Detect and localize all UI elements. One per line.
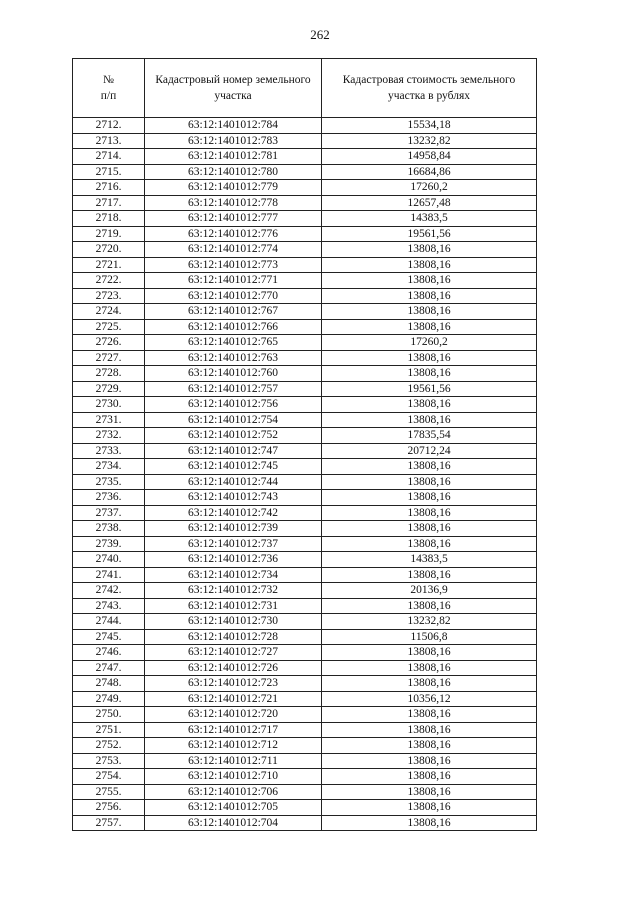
- row-number-cell: 2713.: [73, 133, 145, 149]
- cadastral-number-cell: 63:12:1401012:704: [145, 815, 322, 831]
- row-number-cell: 2757.: [73, 815, 145, 831]
- cadastral-number-cell: 63:12:1401012:771: [145, 273, 322, 289]
- cadastral-number-cell: 63:12:1401012:752: [145, 428, 322, 444]
- cadastral-value-table: [72, 58, 537, 831]
- cadastral-number-cell: 63:12:1401012:720: [145, 707, 322, 723]
- cadastral-value-cell: 13808,16: [322, 645, 537, 661]
- cadastral-number-cell: 63:12:1401012:721: [145, 691, 322, 707]
- cadastral-value-cell: 14383,5: [322, 211, 537, 227]
- cadastral-value-cell: 13808,16: [322, 676, 537, 692]
- cadastral-value-cell: 13808,16: [322, 660, 537, 676]
- table-row: [73, 242, 537, 258]
- cadastral-value-cell: 13808,16: [322, 474, 537, 490]
- cadastral-number-cell: 63:12:1401012:736: [145, 552, 322, 568]
- row-number-cell: 2745.: [73, 629, 145, 645]
- table-row: [73, 211, 537, 227]
- cadastral-number-cell: 63:12:1401012:784: [145, 118, 322, 134]
- cadastral-value-cell: 13808,16: [322, 753, 537, 769]
- row-number-cell: 2712.: [73, 118, 145, 134]
- cadastral-number-cell: 63:12:1401012:778: [145, 195, 322, 211]
- header-row-number: [73, 59, 145, 118]
- cadastral-number-cell: 63:12:1401012:717: [145, 722, 322, 738]
- cadastral-value-cell: 13808,16: [322, 350, 537, 366]
- table-row: [73, 645, 537, 661]
- row-number-cell: 2727.: [73, 350, 145, 366]
- row-number-cell: 2741.: [73, 567, 145, 583]
- row-number-cell: 2724.: [73, 304, 145, 320]
- cadastral-value-cell: 14383,5: [322, 552, 537, 568]
- cadastral-number-cell: 63:12:1401012:731: [145, 598, 322, 614]
- cadastral-value-cell: 13808,16: [322, 598, 537, 614]
- header-cadastral-number-label: Кадастровый номер земельного участка: [155, 74, 311, 102]
- cadastral-value-cell: 13808,16: [322, 366, 537, 382]
- table-row: [73, 583, 537, 599]
- cadastral-value-cell: 15534,18: [322, 118, 537, 134]
- table-row: [73, 319, 537, 335]
- cadastral-value-cell: 20712,24: [322, 443, 537, 459]
- row-number-cell: 2748.: [73, 676, 145, 692]
- cadastral-number-cell: 63:12:1401012:727: [145, 645, 322, 661]
- cadastral-value-cell: 13808,16: [322, 273, 537, 289]
- cadastral-value-cell: 20136,9: [322, 583, 537, 599]
- table-row: [73, 304, 537, 320]
- row-number-cell: 2740.: [73, 552, 145, 568]
- cadastral-value-cell: 19561,56: [322, 226, 537, 242]
- cadastral-number-cell: 63:12:1401012:765: [145, 335, 322, 351]
- header-cadastral-value: [322, 59, 537, 118]
- cadastral-number-cell: 63:12:1401012:760: [145, 366, 322, 382]
- row-number-cell: 2731.: [73, 412, 145, 428]
- cadastral-value-cell: 13808,16: [322, 242, 537, 258]
- table-row: [73, 722, 537, 738]
- cadastral-number-cell: 63:12:1401012:757: [145, 381, 322, 397]
- table-row: [73, 536, 537, 552]
- row-number-cell: 2734.: [73, 459, 145, 475]
- table-row: [73, 707, 537, 723]
- table-row: [73, 180, 537, 196]
- cadastral-number-cell: 63:12:1401012:742: [145, 505, 322, 521]
- cadastral-value-cell: 14958,84: [322, 149, 537, 165]
- cadastral-value-cell: 13808,16: [322, 505, 537, 521]
- cadastral-value-cell: 11506,8: [322, 629, 537, 645]
- table-row: [73, 738, 537, 754]
- row-number-cell: 2722.: [73, 273, 145, 289]
- row-number-cell: 2723.: [73, 288, 145, 304]
- table-row: [73, 629, 537, 645]
- table-row: [73, 273, 537, 289]
- table-row: [73, 784, 537, 800]
- cadastral-number-cell: 63:12:1401012:739: [145, 521, 322, 537]
- cadastral-number-cell: 63:12:1401012:745: [145, 459, 322, 475]
- cadastral-number-cell: 63:12:1401012:777: [145, 211, 322, 227]
- row-number-cell: 2728.: [73, 366, 145, 382]
- cadastral-value-cell: 13808,16: [322, 784, 537, 800]
- row-number-cell: 2717.: [73, 195, 145, 211]
- cadastral-number-cell: 63:12:1401012:710: [145, 769, 322, 785]
- row-number-cell: 2755.: [73, 784, 145, 800]
- table-row: [73, 335, 537, 351]
- cadastral-value-cell: 13808,16: [322, 815, 537, 831]
- table-row: [73, 288, 537, 304]
- table-row: [73, 443, 537, 459]
- cadastral-number-cell: 63:12:1401012:732: [145, 583, 322, 599]
- cadastral-value-cell: 13808,16: [322, 257, 537, 273]
- row-number-cell: 2716.: [73, 180, 145, 196]
- cadastral-number-cell: 63:12:1401012:711: [145, 753, 322, 769]
- row-number-cell: 2756.: [73, 800, 145, 816]
- row-number-cell: 2754.: [73, 769, 145, 785]
- table-row: [73, 366, 537, 382]
- cadastral-number-cell: 63:12:1401012:747: [145, 443, 322, 459]
- table-row: [73, 149, 537, 165]
- row-number-cell: 2714.: [73, 149, 145, 165]
- row-number-cell: 2730.: [73, 397, 145, 413]
- cadastral-value-cell: 13232,82: [322, 133, 537, 149]
- table-row: [73, 753, 537, 769]
- cadastral-value-cell: 13808,16: [322, 288, 537, 304]
- header-cadastral-value-label: Кадастровая стоимость земельного участка в рублях: [342, 74, 516, 102]
- cadastral-value-cell: 19561,56: [322, 381, 537, 397]
- row-number-cell: 2738.: [73, 521, 145, 537]
- cadastral-value-cell: 13808,16: [322, 722, 537, 738]
- row-number-cell: 2735.: [73, 474, 145, 490]
- cadastral-number-cell: 63:12:1401012:774: [145, 242, 322, 258]
- cadastral-number-cell: 63:12:1401012:763: [145, 350, 322, 366]
- row-number-cell: 2746.: [73, 645, 145, 661]
- row-number-cell: 2725.: [73, 319, 145, 335]
- row-number-cell: 2721.: [73, 257, 145, 273]
- table-row: [73, 676, 537, 692]
- cadastral-number-cell: 63:12:1401012:783: [145, 133, 322, 149]
- cadastral-value-cell: 13808,16: [322, 412, 537, 428]
- cadastral-number-cell: 63:12:1401012:780: [145, 164, 322, 180]
- cadastral-value-cell: 13808,16: [322, 800, 537, 816]
- cadastral-number-cell: 63:12:1401012:767: [145, 304, 322, 320]
- cadastral-value-cell: 12657,48: [322, 195, 537, 211]
- cadastral-value-cell: 13808,16: [322, 397, 537, 413]
- table-row: [73, 521, 537, 537]
- cadastral-number-cell: 63:12:1401012:730: [145, 614, 322, 630]
- cadastral-value-cell: 13808,16: [322, 536, 537, 552]
- row-number-cell: 2739.: [73, 536, 145, 552]
- row-number-cell: 2743.: [73, 598, 145, 614]
- cadastral-value-cell: 13808,16: [322, 304, 537, 320]
- cadastral-number-cell: 63:12:1401012:705: [145, 800, 322, 816]
- cadastral-value-cell: 17835,54: [322, 428, 537, 444]
- row-number-cell: 2732.: [73, 428, 145, 444]
- cadastral-number-cell: 63:12:1401012:734: [145, 567, 322, 583]
- cadastral-value-cell: 13808,16: [322, 769, 537, 785]
- table-row: [73, 800, 537, 816]
- cadastral-number-cell: 63:12:1401012:766: [145, 319, 322, 335]
- cadastral-value-cell: 17260,2: [322, 335, 537, 351]
- table-row: [73, 474, 537, 490]
- row-number-cell: 2733.: [73, 443, 145, 459]
- cadastral-number-cell: 63:12:1401012:754: [145, 412, 322, 428]
- cadastral-value-cell: 13808,16: [322, 490, 537, 506]
- row-number-cell: 2744.: [73, 614, 145, 630]
- table-row: [73, 118, 537, 134]
- row-number-cell: 2751.: [73, 722, 145, 738]
- table-row: [73, 769, 537, 785]
- table-row: [73, 412, 537, 428]
- cadastral-value-cell: 13808,16: [322, 567, 537, 583]
- cadastral-number-cell: 63:12:1401012:712: [145, 738, 322, 754]
- table-row: [73, 459, 537, 475]
- cadastral-value-cell: 13808,16: [322, 707, 537, 723]
- table-row: [73, 598, 537, 614]
- row-number-cell: 2752.: [73, 738, 145, 754]
- table-row: [73, 164, 537, 180]
- cadastral-number-cell: 63:12:1401012:723: [145, 676, 322, 692]
- table-row: [73, 195, 537, 211]
- row-number-cell: 2726.: [73, 335, 145, 351]
- row-number-cell: 2749.: [73, 691, 145, 707]
- cadastral-number-cell: 63:12:1401012:743: [145, 490, 322, 506]
- cadastral-value-cell: 13808,16: [322, 319, 537, 335]
- row-number-cell: 2750.: [73, 707, 145, 723]
- row-number-cell: 2747.: [73, 660, 145, 676]
- header-row-number-label: № п/п: [100, 74, 117, 102]
- cadastral-value-cell: 13232,82: [322, 614, 537, 630]
- table-row: [73, 381, 537, 397]
- cadastral-number-cell: 63:12:1401012:779: [145, 180, 322, 196]
- table-header-row: [73, 59, 537, 118]
- cadastral-value-cell: 10356,12: [322, 691, 537, 707]
- cadastral-number-cell: 63:12:1401012:773: [145, 257, 322, 273]
- cadastral-value-cell: 16684,86: [322, 164, 537, 180]
- cadastral-number-cell: 63:12:1401012:756: [145, 397, 322, 413]
- header-cadastral-number: [145, 59, 322, 118]
- cadastral-number-cell: 63:12:1401012:726: [145, 660, 322, 676]
- table-row: [73, 397, 537, 413]
- cadastral-value-cell: 13808,16: [322, 459, 537, 475]
- row-number-cell: 2729.: [73, 381, 145, 397]
- table-row: [73, 614, 537, 630]
- row-number-cell: 2753.: [73, 753, 145, 769]
- table-row: [73, 226, 537, 242]
- row-number-cell: 2742.: [73, 583, 145, 599]
- table-row: [73, 133, 537, 149]
- table-body: [73, 118, 537, 831]
- row-number-cell: 2718.: [73, 211, 145, 227]
- cadastral-number-cell: 63:12:1401012:776: [145, 226, 322, 242]
- page-number: 262: [310, 27, 330, 42]
- table-row: [73, 567, 537, 583]
- table-row: [73, 350, 537, 366]
- table-row: [73, 660, 537, 676]
- row-number-cell: 2737.: [73, 505, 145, 521]
- row-number-cell: 2720.: [73, 242, 145, 258]
- cadastral-number-cell: 63:12:1401012:781: [145, 149, 322, 165]
- row-number-cell: 2715.: [73, 164, 145, 180]
- table-row: [73, 257, 537, 273]
- table-row: [73, 815, 537, 831]
- table-row: [73, 490, 537, 506]
- cadastral-number-cell: 63:12:1401012:770: [145, 288, 322, 304]
- cadastral-value-cell: 17260,2: [322, 180, 537, 196]
- cadastral-number-cell: 63:12:1401012:744: [145, 474, 322, 490]
- table-row: [73, 552, 537, 568]
- cadastral-number-cell: 63:12:1401012:728: [145, 629, 322, 645]
- cadastral-number-cell: 63:12:1401012:737: [145, 536, 322, 552]
- cadastral-number-cell: 63:12:1401012:706: [145, 784, 322, 800]
- table-row: [73, 505, 537, 521]
- row-number-cell: 2719.: [73, 226, 145, 242]
- cadastral-value-cell: 13808,16: [322, 738, 537, 754]
- cadastral-value-cell: 13808,16: [322, 521, 537, 537]
- row-number-cell: 2736.: [73, 490, 145, 506]
- table-row: [73, 691, 537, 707]
- table-row: [73, 428, 537, 444]
